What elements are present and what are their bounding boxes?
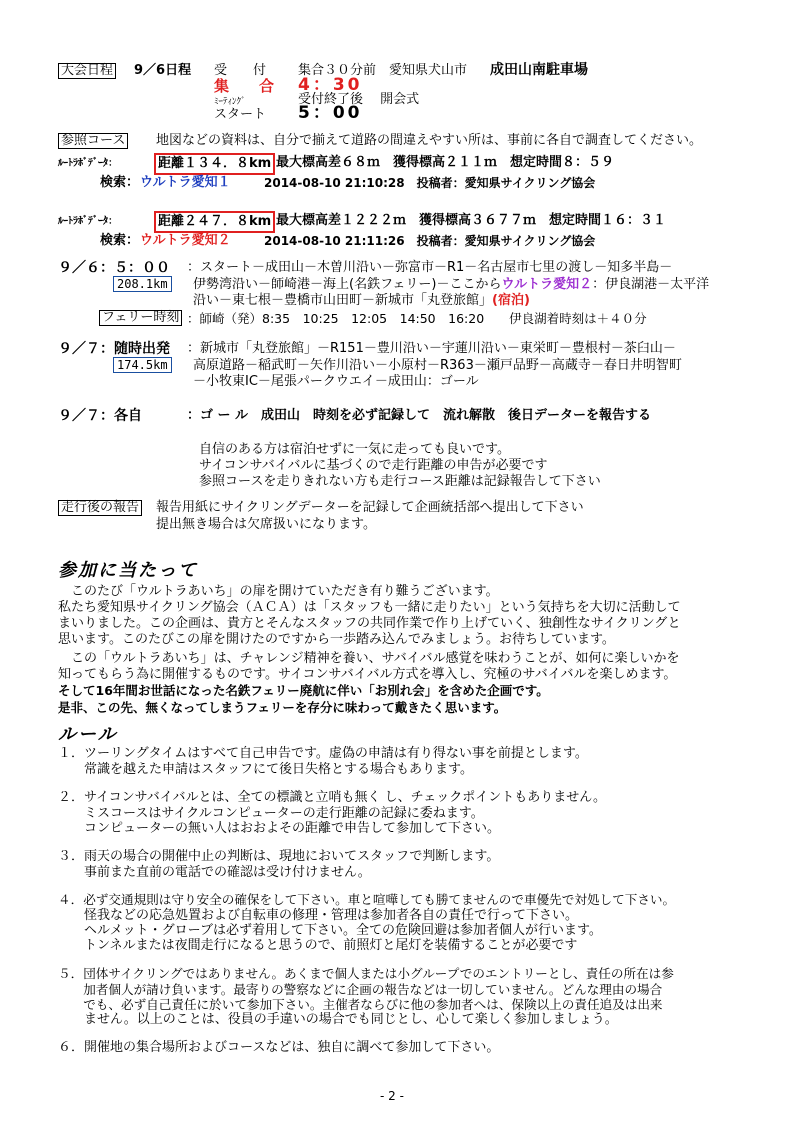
participation-bold-line: そして16年間お世話になった名鉄フェリー廃航に伴い「お別れ会」を含めた企画です。 — [58, 683, 549, 698]
rule-line: 怪我などの応急処置および自転車の修理・管理は参加者各自の責任で行って下さい。 — [58, 908, 579, 923]
goal-time: ９／７：各自 — [58, 408, 142, 424]
day2-line3: －小牧東IC－尾張パークウエイ－成田山：ゴール — [193, 374, 479, 389]
day2-line2: 高原道路－稲武町－矢作川沿い－小原村－R363－瀬戸品野－高蔵寺－春日井明智町 — [193, 358, 682, 373]
day1-time: ９／６：５：００ — [58, 260, 170, 276]
route1-search-label: 検索： — [100, 175, 140, 190]
day2-distance: 174.5km — [113, 357, 172, 373]
participation-bold-line: 是非、この先、無くなってしまうフェリーを存分に味わって戴きたく思います。 — [58, 700, 507, 715]
participation-paragraph-line: この「ウルトラあいち」は、チャレンジ精神を養い、サバイバル感覚を味わうことが、如何に楽しいかを — [58, 651, 680, 666]
day2-line1: ：新城市「丸登旅館」－R151－豊川沿い－宇蓮川沿い－東栄町－豊根村－茶臼山－ — [187, 341, 676, 356]
participation-paragraph-line: 思います。このたびこの扉を開けたのですから一歩踏み込んでみましょう。お待ちしています。 — [58, 632, 615, 647]
rule-line: コンピューターの無い人はおおよその距離で申告して参加して下さい。 — [58, 821, 501, 836]
day1-line2: 伊勢湾沿い－師崎港－海上(名鉄フェリー)－ここからウルトラ愛知２：伊良湖港－太平洋 — [193, 277, 710, 292]
route2-stats: 最大標高差１２２２ｍ 獲得標高３６７７ｍ 想定時間１６：３１ — [276, 213, 667, 228]
participation-paragraph-line: このたび「ウルトラあいち」の扉を開けていただき有り難うございます。 — [58, 584, 499, 599]
course-note: 地図などの資料は、自分で揃えて道路の間違えやすい所は、事前に各自で調査してください。 — [156, 133, 703, 148]
reception-text: 集合３０分前 愛知県犬山市 — [298, 63, 468, 78]
reception-place: 成田山南駐車場 — [490, 62, 588, 78]
goal-text: ：ゴ ー ル 成田山 時刻を必ず記録して 流れ解散 後日データーを報告する — [187, 408, 652, 423]
day1-line3: 沿い－東七根－豊橋市山田町－新城市「丸登旅館」(宿泊) — [193, 293, 530, 308]
rule-line: ６．開催地の集合場所およびコースなどは、独自に調べて参加して下さい。 — [58, 1040, 500, 1055]
rule-line: 事前また直前の電話での確認は受け付けません。 — [58, 865, 371, 880]
rule-line: トンネルまたは夜間走行になると思うので、前照灯と尾灯を装備することが必要です — [58, 938, 578, 953]
reception-label: 受 付 — [214, 63, 267, 78]
route1-distance: 距離１３４．８km — [154, 153, 275, 175]
rules-heading: ルール — [58, 724, 118, 745]
schedule-label: 大会日程 — [58, 63, 116, 79]
rule-line: １．ツーリングタイムはすべて自己申告です。虚偽の申請は有り得ない事を前提とします。 — [58, 746, 588, 761]
rule-line: ヘルメット・グローブは必ず着用して下さい。全ての危険回避は参加者個人が行います。 — [58, 923, 602, 938]
rule-line: ３．雨天の場合の開催中止の判断は、現地においてスタッフで判断します。 — [58, 849, 500, 864]
day1-line1: ：スタート－成田山－木曽川沿い－弥富市－R1－名古屋市七里の渡し－知多半島－ — [187, 260, 673, 275]
rule-line: 常識を越えた申請はスタッフにて後日失格とする場合もあります。 — [58, 762, 473, 777]
rule-line: 加者個人が請け負います。最寄りの警察などに企画の報告などは一切していません。どんな理由の場合 — [58, 982, 663, 997]
rule-line: ４．必ず交通規則は守り安全の確保をして下さい。車と喧嘩しても勝てませんので車優先で対処して下さい。 — [58, 892, 676, 907]
start-time: 5：00 — [298, 103, 363, 123]
route2-search-label: 検索： — [100, 233, 140, 248]
report-line: 提出無き場合は欠席扱いになります。 — [156, 517, 376, 532]
assembly-time: 4：30 — [298, 75, 363, 95]
route1-search-value: ウルトラ愛知１ — [140, 175, 231, 190]
participation-paragraph-line: まいりました。この企画は、貴方とそんなスタッフの共同作業で作り上げていく、独創性なサイクリングと — [58, 616, 681, 631]
route1-stats: 最大標高差６８ｍ 獲得標高２１１ｍ 想定時間８：５９ — [276, 155, 615, 170]
participation-heading: 参加に当たって — [58, 560, 198, 581]
rule-line: ２．サイコンサバイバルとは、全ての標識と立哨も無く し、チェックポイントもありません。 — [58, 790, 607, 805]
course-label: 参照コース — [58, 133, 128, 149]
meeting-text: 受付終了後 開会式 — [298, 92, 420, 107]
note-line: 参照コースを走りきれない方も走行コース距離は記録報告して下さい — [199, 474, 601, 489]
assembly-label: 集 合 — [214, 77, 275, 95]
rule-line: ５．団体サイクリングではありません。あくまで個人または小グループでのエントリーとし、責任の所在は参 — [58, 966, 674, 981]
route2-meta: 2014-08-10 21:11:26 投稿者：愛知県サイクリング協会 — [264, 234, 596, 248]
participation-paragraph-line: 知ってもらう為に開催するものです。サイコンサバイバル方式を導入し、究極のサバイバルを楽しめます。 — [58, 667, 677, 682]
route2-distance: 距離２４７．８km — [154, 211, 275, 233]
participation-paragraph-line: 私たち愛知県サイクリング協会（ＡＣＡ）は「スタッフも一緒に走りたい」という気持ちを大切に活動して — [58, 600, 681, 615]
note-line: 自信のある方は宿泊せずに一気に走っても良いです。 — [199, 442, 510, 457]
schedule-date: 9／6日程 — [134, 63, 192, 78]
day1-distance: 208.1km — [113, 276, 172, 292]
start-label: スタート — [214, 107, 267, 122]
ferry-label: フェリー時刻 — [99, 310, 182, 326]
day2-time: ９／７：随時出発 — [58, 341, 170, 357]
route1-prefix: ﾙｰﾄﾗﾎﾞﾃﾞｰﾀ： — [58, 158, 118, 169]
ferry-text: ：師崎（発）8:35 10:25 12:05 14:50 16:20 伊良湖着時刻は＋４０分 — [187, 311, 647, 326]
page-number: - 2 - — [380, 1089, 404, 1103]
note-line: サイコンサバイバルに基づくので走行距離の申告が必要です — [199, 458, 548, 473]
meeting-label: ﾐｰﾃｨﾝｸﾞ — [214, 97, 246, 107]
rule-line: でも、必ず自己責任に於いて参加下さい。主催者ならびに他の参加者へは、保険以上の責任追及は出来 — [58, 997, 663, 1012]
rule-line: ません。以上のことは、役員の手違いの場合でも同じとし、心して楽しく参加しましょう。 — [58, 1012, 618, 1027]
report-line: 報告用紙にサイクリングデーターを記録して企画統括部へ提出して下さい — [156, 500, 584, 515]
rule-line: ミスコースはサイクルコンピューターの走行距離の記録に委ねます。 — [58, 806, 484, 821]
route2-prefix: ﾙｰﾄﾗﾎﾞﾃﾞｰﾀ： — [58, 216, 118, 227]
report-label: 走行後の報告 — [58, 500, 142, 516]
route2-search-value: ウルトラ愛知２ — [140, 233, 231, 248]
route1-meta: 2014-08-10 21:10:28 投稿者：愛知県サイクリング協会 — [264, 176, 596, 190]
